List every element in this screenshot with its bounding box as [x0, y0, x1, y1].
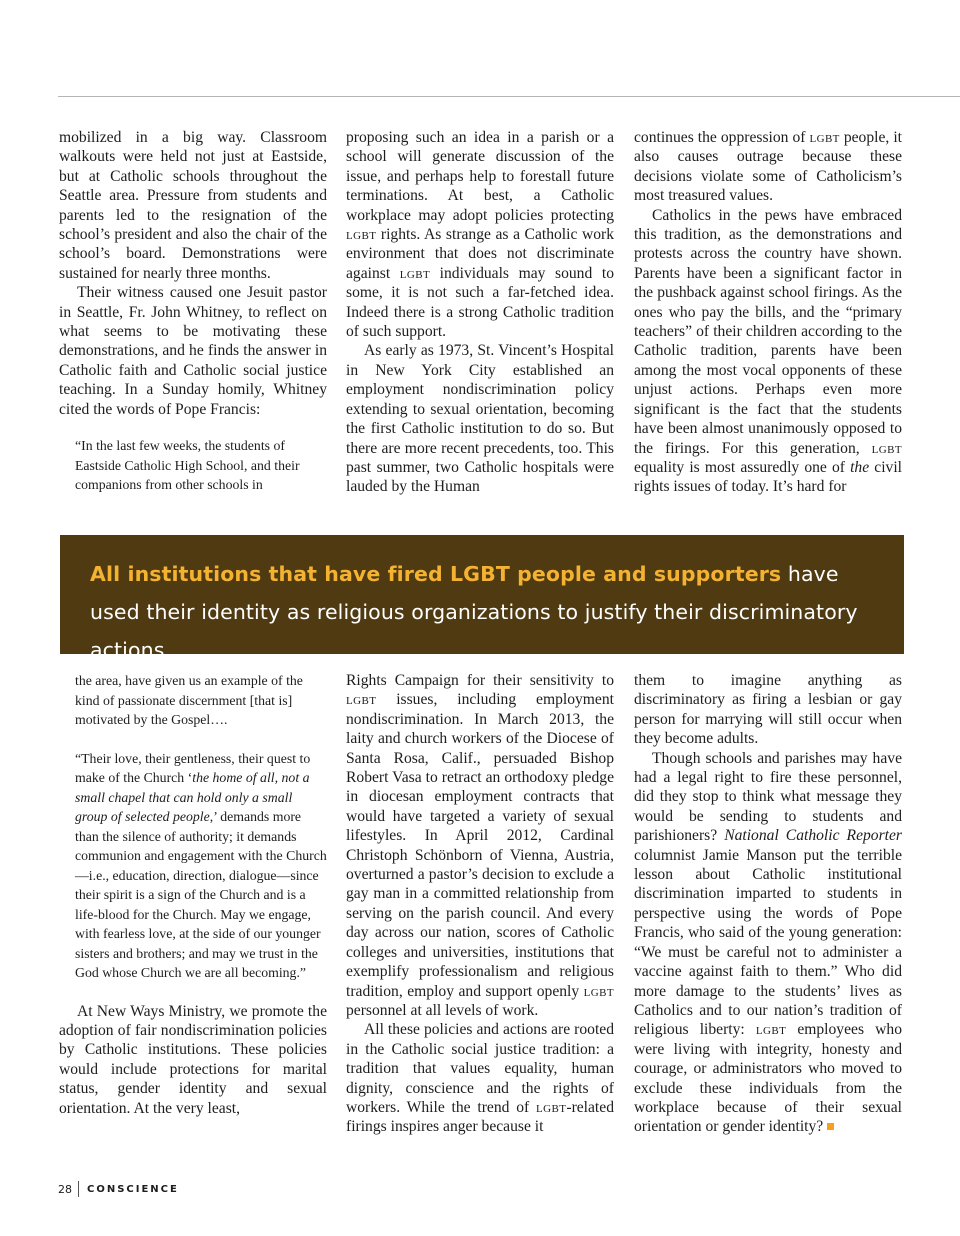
text: employees who were living with integrity, honesty and courage, or administrators who moved to exclude these individuals from the workplace because of their sexual orientation or gender identity?: [634, 1021, 903, 1136]
quote-text: “In the last few weeks, the students of Eastside Catholic High School, and their companions from other schools in: [75, 438, 300, 493]
paragraph: [634, 128, 902, 206]
page-footer: [58, 1181, 179, 1197]
text: equality is most assuredly one of: [634, 458, 851, 476]
text: people, it also causes outrage because these decisions violate some of Catholicism’s most treasured values.: [634, 129, 902, 205]
quote-text: [75, 749, 327, 983]
text: proposing such an idea in a parish or a school will generate discussion of the issue, and perhaps help to forestall future terminations. At best, a Catholic workplace may adopt policies protecting: [346, 129, 614, 224]
text: “Their love, their gentleness, their quest to make of the Church ‘: [75, 750, 311, 785]
column-1-bottom: [59, 671, 327, 1118]
quote-text: the area, have given us an example of the kind of passionate discernment [that is] motivated by the Gospel….: [75, 673, 303, 727]
pull-quote-highlight: All institutions that have fired LGBT people and supporters: [90, 562, 782, 586]
paragraph: them to imagine anything as discriminatory as firing a lesbian or gay person for marrying will still occur when they become adults.: [634, 672, 902, 748]
column-3-bottom: [634, 671, 902, 1137]
text: All these policies and actions are rooted in the Catholic social justice tradition: a tradition that values equality, human dignity, conscience and the rights of workers. While the trend of: [346, 1021, 614, 1116]
acronym: lgbt: [536, 1098, 567, 1116]
text: columnist Jamie Manson put the terrible lesson about Catholic institutional discrimination imparted to students in perspective using the words of Pope Francis, who said of the young generation: “We must be careful not to administer a vaccine against faith to them.” Who did more damage to the students’ lives as Catholics and to our nation’s tradition of religious liberty:: [634, 846, 902, 1039]
text: -related firings inspires anger because it: [346, 1098, 614, 1136]
text: Catholics in the pews have embraced this tradition, as the demonstrations and protests across the country have shown. Parents have been a significant factor in the pushback against school firings. As the ones who pay the bills, and the “primary teachers” of their children according to the Catholic tradition, parents have been among the most vocal opponents of these unjust actions. Perhaps even more significant is the fact that the students have been almost unanimously opposed to the firings. For this generation,: [634, 206, 902, 457]
emphasis: the: [850, 458, 870, 476]
paragraph: At New Ways Ministry, we promote the adoption of fair nondiscrimination policies by Catholic institutions. These policies would include protections for marital status, gender identity and sexual orientation. At the very least,: [59, 1002, 327, 1117]
acronym: lgbt: [399, 264, 431, 282]
paragraph: [634, 749, 902, 1137]
acronym: lgbt: [346, 226, 377, 244]
acronym: lgbt: [871, 439, 902, 457]
publication-name: CONSCIENCE: [87, 1183, 179, 1195]
page-number: 28: [58, 1182, 72, 1196]
header-rule: [58, 96, 960, 97]
block-quote: [75, 671, 327, 983]
text: ,’ demands more than the silence of authority; it demands communion and engagement with the Church—i.e., education, direction, dialogue—since their spirit is a sign of the Church and is a life-blood for the Church. May we engage, with fearless love, at the side of our younger sisters and brothers; and may we trust in the God whose Church we are all becoming.”: [75, 809, 327, 980]
text: rights. As strange as a Catholic work environment that does not discriminate against: [346, 226, 614, 282]
acronym: lgbt: [583, 982, 614, 1000]
paragraph: [346, 671, 614, 1020]
acronym: lgbt: [346, 691, 377, 709]
column-2-top: [346, 128, 614, 497]
column-2-bottom: [346, 671, 614, 1137]
text: issues, including employment nondiscrimination. In March 2013, the laity and church workers of the Diocese of Santa Rosa, Calif., persuaded Bishop Robert Vasa to retract an orthodoxy pledge in diocesan employment contracts that would have targeted a variety of sexual lifestyles. In April 2012, Cardinal Christoph Schönborn of Vienna, Austria, overturned a pastor’s decision to exclude a gay man in a committed relationship from serving on the parish council. And every day across our nation, scores of Catholic colleges and universities, institutions that exemplify professionalism and religious tradition, employ and support openly: [346, 691, 614, 1000]
paragraph: [634, 206, 902, 497]
paragraph: mobilized in a big way. Classroom walkouts were held not just at Eastside, but at Catholic schools throughout the Seattle area. Pressure from students and parents led to the resignation of the school’s president and also the chair of the school’s board. Demonstrations were sustained for nearly three months.: [59, 129, 327, 282]
end-of-article-mark: [827, 1123, 834, 1130]
emphasis: the home of all, not a small chapel that can hold only a small group of selected people: [75, 770, 310, 824]
column-3-top: [634, 128, 902, 497]
block-quote: [75, 436, 327, 495]
text: Though schools and parishes may have had a legal right to fire these personnel, did they stop to think what message they would be sending to students and parishioners?: [634, 749, 902, 845]
paragraph: [346, 128, 614, 341]
paragraph: [346, 1020, 614, 1136]
acronym: lgbt: [755, 1021, 787, 1039]
footer-divider: [78, 1181, 79, 1197]
text: individuals may sound to some, it is not such a far-fetched idea. Indeed there is a strong Catholic tradition of such support.: [346, 264, 614, 341]
acronym: lgbt: [809, 129, 840, 146]
text: personnel at all levels of work.: [346, 1001, 539, 1019]
paragraph: Their witness caused one Jesuit pastor in Seattle, Fr. John Whitney, to reflect on what seems to be motivating these demonstrations, and he finds the answer in Catholic faith and Catholic social justice teaching. In a Sunday homily, Whitney cited the words of Pope Francis:: [59, 284, 327, 418]
pull-quote-text: have used their identity as religious organizations to justify their discriminatory actions.: [90, 562, 858, 662]
text: Rights Campaign for their sensitivity to: [346, 672, 614, 689]
column-1-top: [59, 128, 327, 495]
pull-quote-banner: [60, 535, 904, 662]
emphasis: National Catholic Reporter: [724, 827, 902, 845]
text: continues the oppression of: [634, 129, 810, 146]
paragraph: As early as 1973, St. Vincent’s Hospital in New York City established an employment nondiscrimination policy extending to sexual orientation, becoming the first Catholic institution to do so. But there are more recent precedents, too. This past summer, two Catholic hospitals were lauded by the Human: [346, 342, 614, 496]
text: civil rights issues of today. It’s hard for: [634, 458, 902, 496]
